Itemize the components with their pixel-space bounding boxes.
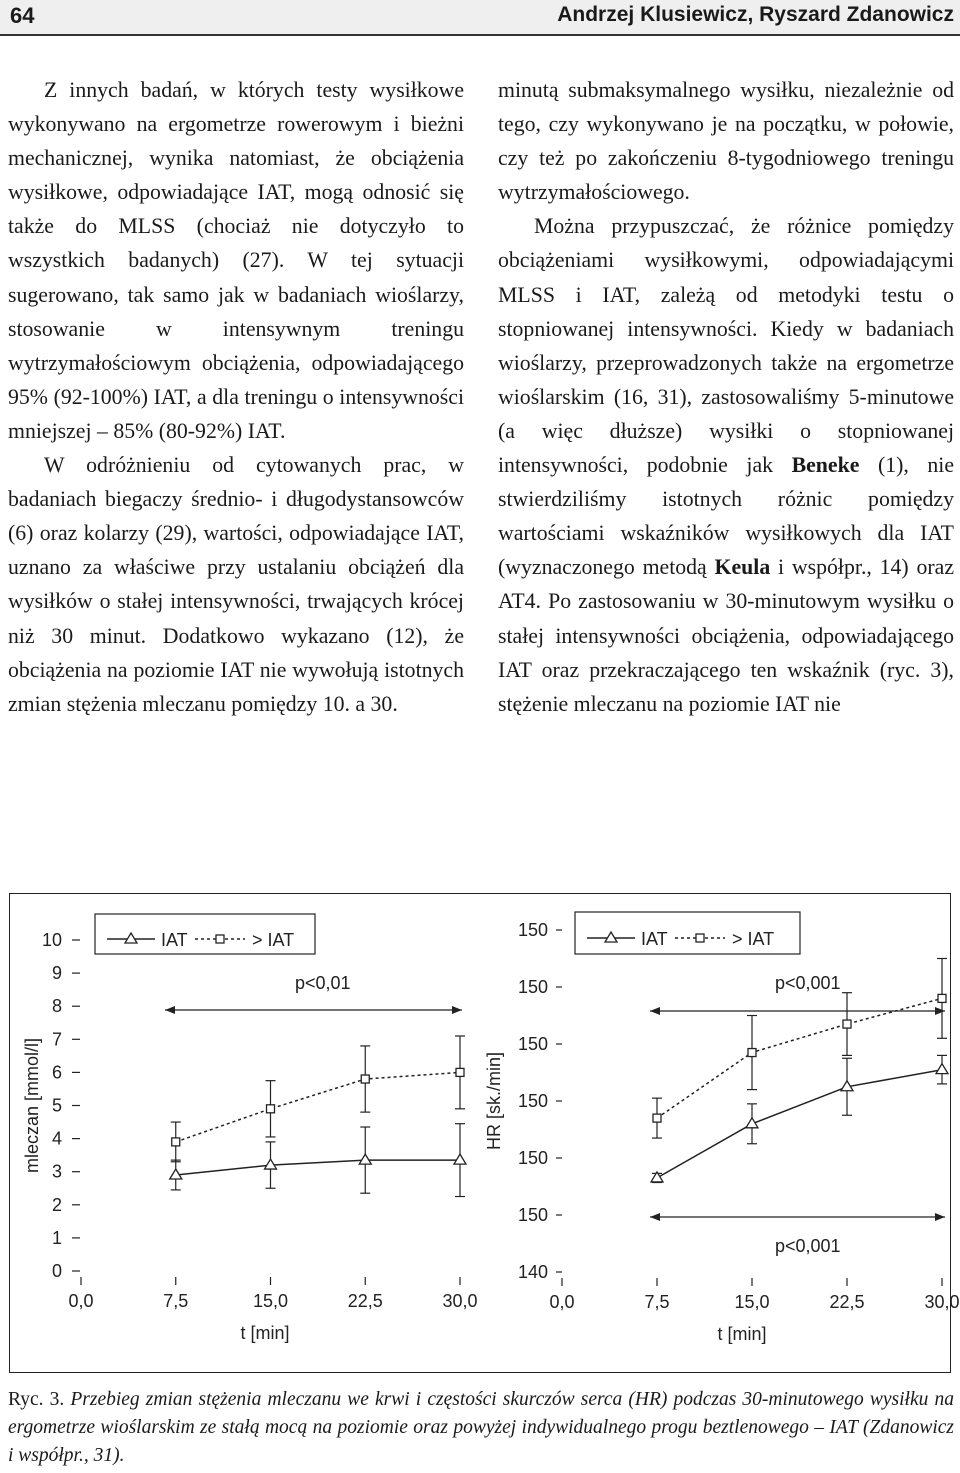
- left-paragraph-1: Z innych badań, w których testy wysiłkowe wykonywano na ergometrze rowerowym i bieżni mechanicznej, wynika natomiast, że obciążenia wysiłkowe, odpowiadające IAT, mogą odnosić się także do MLSS (chociaż nie dotyczyło to wszystkich badanych) (27). W tej sytuacji sugerowano, tak samo jak w badaniach wioślarzy, stosowanie w intensywnym treningu wytrzymałościowym obciążenia, odpowiadającego 95% (92-100%) IAT, a dla treningu o intensywności mniejszej – 85% (80-92%) IAT.: [8, 78, 464, 443]
- x-tick-label: 30,0: [924, 1292, 960, 1312]
- y-tick-label: 4: [51, 1128, 62, 1149]
- y-tick-label: 150: [517, 977, 548, 997]
- data-point-above-iat: [653, 1114, 661, 1122]
- data-point-above-iat: [361, 1075, 369, 1083]
- x-tick-label: 7,5: [163, 1291, 189, 1311]
- y-tick-label: 150: [517, 1148, 548, 1168]
- data-point-iat: [936, 1064, 948, 1074]
- significance-arrow-head-left: [650, 1007, 660, 1015]
- text-run: i współpr., 14) oraz AT4. Po zastosowaniu w 30-minutowym wysiłku o stałej intensywności obciążenia, odpowiadającego IAT oraz przekraczającego ten wskaźnik (ryc. 3), stężenie mleczanu na poziomie IAT nie: [498, 555, 954, 716]
- y-tick-label: 10: [41, 930, 62, 950]
- legend-marker-above-iat: [696, 934, 704, 942]
- figure-caption: [8, 1386, 954, 1470]
- significance-arrow-head-right: [452, 1006, 462, 1014]
- y-axis-label: HR [sk./min]: [484, 1051, 504, 1151]
- legend-marker-iat: [125, 933, 137, 943]
- data-point-above-iat: [172, 1138, 180, 1146]
- author-name-beneke: Beneke: [791, 453, 860, 478]
- y-tick-label: 5: [51, 1095, 62, 1116]
- x-tick-label: 15,0: [252, 1291, 289, 1311]
- data-point-iat: [454, 1154, 466, 1164]
- text-run: Można przypuszczać, że różnice pomiędzy obciążeniami wysiłkowymi, odpowiadającymi MLSS i IAT, zależą od metodyki testu o stopniowanej intensywności. Kiedy w badaniach wioślarzy, przeprowadzonych także na ergometrze wioślarskim (16, 31), zastosowaliśmy 5-minutowe (a więc dłuższe) wysiłki o stopniowanej intensywności, podobnie jak: [498, 214, 954, 478]
- x-tick-label: 0,0: [68, 1291, 94, 1311]
- left-paragraph-2: W odróżnieniu od cytowanych prac, w badaniach biegaczy średnio- i długodystansowców (6) oraz kolarzy (29), wartości, odpowiadające IAT, uznano za właściwe przy ustalaniu obciążeń dla wysiłków o stałej intensywności, trwających krócej niż 30 minut. Dodatkowo wykazano (12), że obciążenia na poziomie IAT nie wywołują istotnych zmian stężenia mleczanu pomiędzy 10. a 30.: [8, 453, 464, 716]
- legend-label-iat: IAT: [641, 929, 668, 949]
- y-tick-label: 1: [51, 1227, 62, 1248]
- right-paragraph-1: minutą submaksymalnego wysiłku, niezależnie od tego, czy wykonywano je na początku, w połowie, czy też po zakończeniu 8-tygodniowego treningu wytrzymałościowego.: [498, 78, 954, 205]
- y-axis-label: mleczan [mmol/l]: [22, 1037, 42, 1174]
- data-point-above-iat: [267, 1105, 275, 1113]
- x-tick-label: 30,0: [442, 1291, 478, 1311]
- page-number: 64: [10, 3, 35, 28]
- y-tick-label: 150: [517, 1034, 548, 1054]
- x-tick-label: 22,5: [347, 1291, 383, 1311]
- text-run: (1), nie stwierdziliśmy istotnych różnic pomiędzy wartościami wskaźników wysiłkowych dla IAT (wyznaczonego metodą: [498, 453, 954, 580]
- y-tick-label: 2: [51, 1194, 62, 1215]
- significance-arrow-head-right: [935, 1213, 945, 1221]
- legend-marker-above-iat: [216, 935, 224, 943]
- x-tick-label: 7,5: [644, 1292, 670, 1312]
- right-column: [498, 73, 954, 721]
- left-column: [8, 73, 464, 721]
- significance-label: p<0,001: [775, 1236, 841, 1256]
- series-line-iat: [657, 1070, 942, 1178]
- legend-label-above-iat: > IAT: [732, 929, 775, 949]
- author-name-keul: Keula: [714, 555, 771, 580]
- data-point-above-iat: [748, 1049, 756, 1057]
- y-tick-label: 7: [51, 1029, 62, 1050]
- series-line-above-iat: [176, 1072, 460, 1142]
- y-tick-label: 3: [51, 1161, 62, 1182]
- significance-arrow-head-left: [165, 1006, 175, 1014]
- data-point-above-iat: [843, 1020, 851, 1028]
- data-point-above-iat: [938, 994, 946, 1002]
- right-paragraph-2: [498, 209, 954, 720]
- y-tick-label: 9: [51, 963, 62, 984]
- x-tick-label: 0,0: [549, 1292, 575, 1312]
- series-line-above-iat: [657, 998, 942, 1118]
- figure-charts: [10, 894, 960, 1372]
- caption-text: Przebieg zmian stężenia mleczanu we krwi i częstości skurczów serca (HR) podczas 30-minutowego wysiłku na ergometrze wioślarskim ze stałą mocą na poziomie oraz powyżej indywidualnego progu beztlenowego – IAT (Zdanowicz i współpr., 31).: [8, 1389, 954, 1466]
- y-tick-label: 6: [51, 1062, 62, 1083]
- x-tick-label: 15,0: [734, 1292, 770, 1312]
- x-tick-label: 22,5: [829, 1292, 865, 1312]
- significance-label: p<0,001: [775, 973, 841, 993]
- y-tick-label: 150: [517, 920, 548, 940]
- caption-label: Ryc. 3.: [8, 1389, 65, 1410]
- significance-arrow-head-left: [650, 1213, 660, 1221]
- data-point-above-iat: [456, 1068, 464, 1076]
- series-line-iat: [176, 1160, 460, 1175]
- legend-label-above-iat: > IAT: [252, 930, 295, 950]
- data-point-iat: [265, 1159, 277, 1169]
- page-header: [0, 0, 960, 36]
- x-axis-label: t [min]: [717, 1324, 767, 1344]
- running-head-authors: Andrzej Klusiewicz, Ryszard Zdanowicz: [557, 3, 954, 26]
- y-tick-label: 150: [517, 1205, 548, 1225]
- figure-3: [9, 893, 960, 1373]
- y-tick-label: 0: [51, 1261, 62, 1281]
- legend-marker-iat: [605, 932, 617, 942]
- significance-label: p<0,01: [295, 973, 351, 993]
- y-tick-label: 150: [517, 1091, 548, 1111]
- legend-label-iat: IAT: [161, 930, 188, 950]
- y-tick-label: 140: [517, 1262, 548, 1282]
- data-point-iat: [359, 1154, 371, 1164]
- y-tick-label: 8: [51, 996, 62, 1017]
- significance-arrow-head-right: [935, 1007, 945, 1015]
- x-axis-label: t [min]: [240, 1323, 290, 1343]
